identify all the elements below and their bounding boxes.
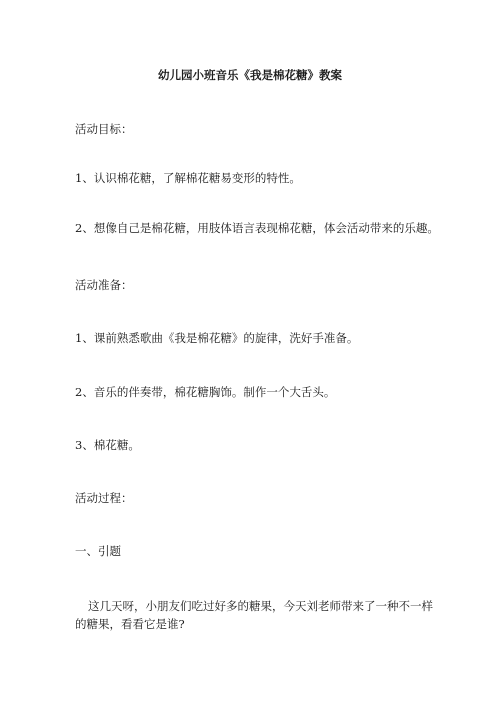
- prep-heading: 活动准备：: [75, 278, 133, 292]
- document-title: 幼儿园小班音乐《我是棉花糖》教案: [158, 68, 342, 82]
- prep-item-2: 2、音乐的伴奏带，棉花糖胸饰。制作一个大舌头。: [75, 385, 336, 399]
- section-heading-1: 一、引题: [75, 544, 121, 558]
- prep-item-3: 3、棉花糖。: [75, 438, 140, 452]
- process-heading: 活动过程：: [75, 491, 133, 505]
- paragraph-1: 这几天呀，小朋友们吃过好多的糖果，今天刘老师带来了一种不一样的糖果，看看它是谁?: [75, 599, 433, 631]
- prep-item-1: 1、课前熟悉歌曲《我是棉花糖》的旋律，洗好手准备。: [75, 331, 359, 345]
- goals-heading: 活动目标：: [75, 122, 133, 136]
- goal-item-2: 2、想像自己是棉花糖，用肢体语言表现棉花糖，体会活动带来的乐趣。: [75, 221, 439, 235]
- goal-item-1: 1、认识棉花糖，了解棉花糖易变形的特性。: [75, 171, 301, 185]
